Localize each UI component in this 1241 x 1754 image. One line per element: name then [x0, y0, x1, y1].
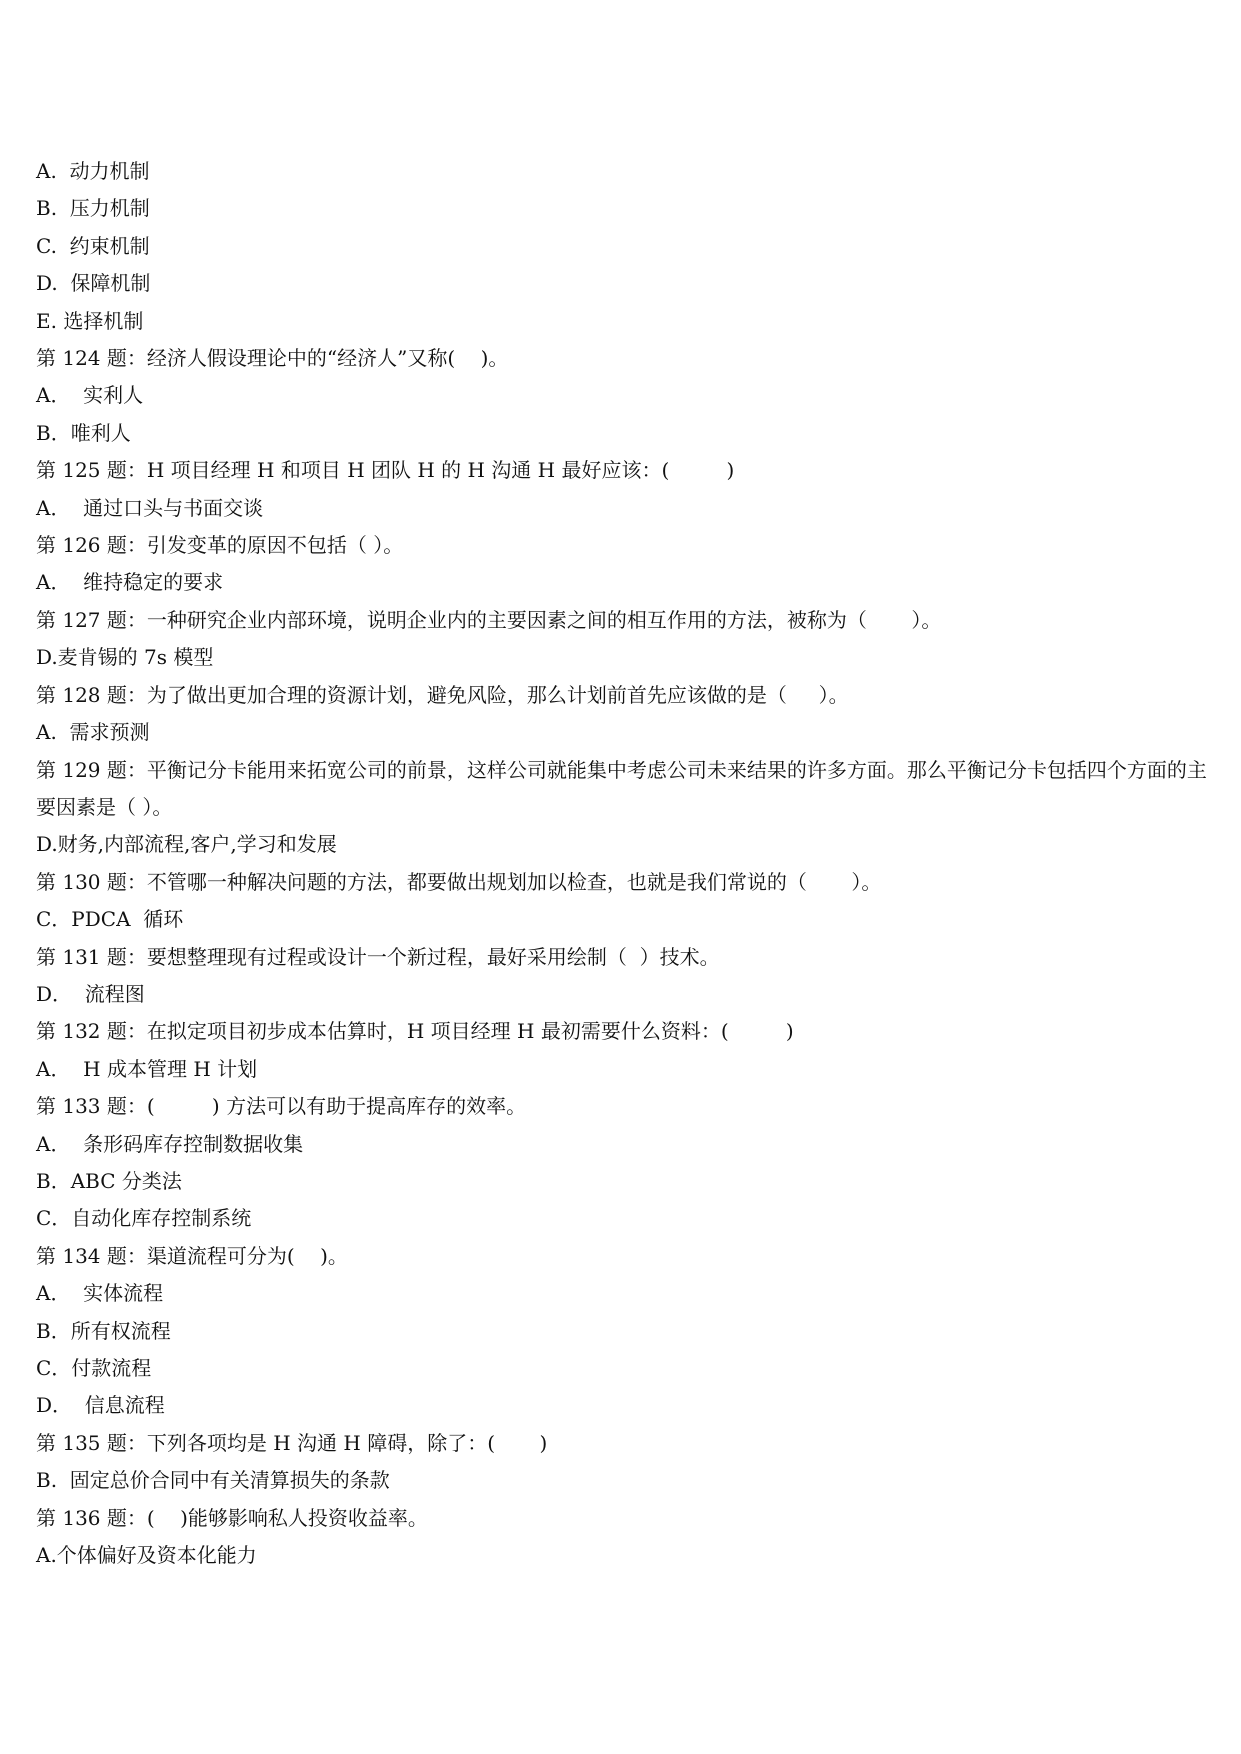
option-c-constraint-mechanism: C. 约束机制: [36, 233, 150, 258]
question-133-option-a: A． 条形码库存控制数据收集: [36, 1131, 304, 1156]
question-128-option-a: A. 需求预测: [36, 720, 150, 745]
question-134-option-a: A． 实体流程: [36, 1281, 164, 1306]
question-133-option-b: B．ABC 分类法: [36, 1168, 182, 1193]
document-page: [36, 153, 1216, 1574]
option-d-guarantee-mechanism: D. 保障机制: [36, 271, 151, 296]
question-130-option-c: C．PDCA 循环: [36, 907, 184, 932]
question-134: 第 134 题：渠道流程可分为( )。: [36, 1243, 348, 1268]
question-131-option-d: D． 流程图: [36, 981, 145, 1006]
question-126-option-a: A． 维持稳定的要求: [36, 570, 224, 595]
question-125-option-a: A． 通过口头与书面交谈: [36, 495, 264, 520]
question-126: 第 126 题：引发变革的原因不包括（ ）。: [36, 533, 404, 558]
question-124-option-a: A． 实利人: [36, 383, 144, 408]
question-127: 第 127 题：一种研究企业内部环境，说明企业内的主要因素之间的相互作用的方法，被称为（ ）。: [36, 607, 942, 632]
question-132-option-a: A． H 成本管理 H 计划: [36, 1056, 258, 1081]
question-132: 第 132 题：在拟定项目初步成本估算时，H 项目经理 H 最初需要什么资料：( ): [36, 1019, 794, 1044]
question-129-option-d: D.财务,内部流程,客户,学习和发展: [36, 832, 337, 857]
question-134-option-c: C．付款流程: [36, 1356, 152, 1380]
question-127-option-d: D.麦肯锡的 7s 模型: [36, 645, 214, 670]
question-135: 第 135 题：下列各项均是 H 沟通 H 障碍，除了：( ): [36, 1430, 548, 1455]
question-133: 第 133 题：( ) 方法可以有助于提高库存的效率。: [36, 1094, 527, 1119]
question-136: 第 136 题：( )能够影响私人投资收益率。: [36, 1505, 428, 1530]
option-e-selection-mechanism: E. 选择机制: [36, 308, 144, 333]
question-124-option-b: B．唯利人: [36, 420, 131, 445]
option-a-dynamic-mechanism: A. 动力机制: [36, 159, 150, 183]
question-125: 第 125 题：H 项目经理 H 和项目 H 团队 H 的 H 沟通 H 最好应该：( ): [36, 458, 735, 483]
question-134-option-b: B．所有权流程: [36, 1318, 171, 1343]
question-124: 第 124 题：经济人假设理论中的“经济人”又称( )。: [36, 346, 509, 371]
question-128: 第 128 题：为了做出更加合理的资源计划，避免风险，那么计划前首先应该做的是（ ）。: [36, 682, 849, 707]
option-b-pressure-mechanism: B. 压力机制: [36, 196, 150, 221]
question-131: 第 131 题：要想整理现有过程或设计一个新过程，最好采用绘制（ ）技术。: [36, 944, 720, 969]
question-133-option-c: C．自动化库存控制系统: [36, 1206, 252, 1231]
question-130: 第 130 题：不管哪一种解决问题的方法，都要做出规划加以检查，也就是我们常说的（ ）。: [36, 869, 882, 894]
question-136-option-a: A.个体偏好及资本化能力: [36, 1543, 257, 1568]
question-135-option-b: B. 固定总价合同中有关清算损失的条款: [36, 1468, 390, 1493]
question-129: 第 129 题：平衡记分卡能用来拓宽公司的前景，这样公司就能集中考虑公司未来结果的许多方面。那么平衡记分卡包括四个方面的主要因素是（ ）。: [36, 757, 1207, 819]
question-134-option-d: D． 信息流程: [36, 1393, 165, 1418]
